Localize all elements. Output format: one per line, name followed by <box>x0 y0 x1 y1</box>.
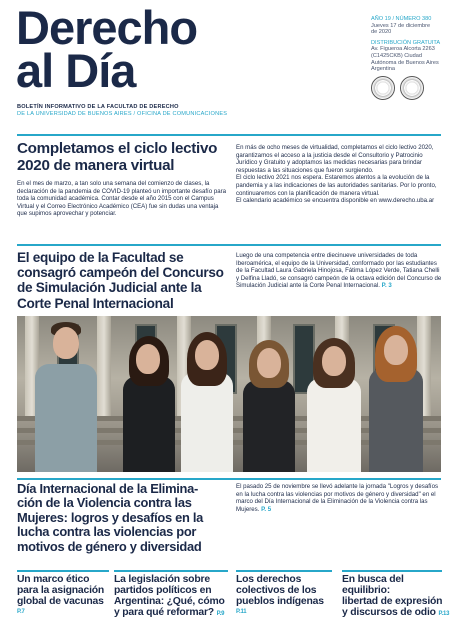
teaser-vaccines[interactable] <box>17 574 111 618</box>
article2-title-line: de Simulación Judicial ante la <box>17 280 202 296</box>
teaser-line-text: y para qué reformar? <box>114 607 214 618</box>
article1-paragraph: El calendario académico se encuentra disponible en www.derecho.uba.ar <box>236 197 435 205</box>
teaser-divider <box>114 570 228 572</box>
teaser-line: partidos políticos en <box>114 585 212 596</box>
teaser-divider <box>17 570 109 572</box>
article1-body <box>236 144 442 205</box>
teaser-political-parties[interactable] <box>114 574 232 620</box>
address-line: Av. Figueroa Alcorta 2263 <box>371 46 435 53</box>
article3-title-line: motivos de género y diversidad <box>17 538 202 554</box>
teaser-line: En busca del equilibrio: <box>342 574 404 596</box>
person-figure <box>239 340 299 472</box>
person-figure <box>363 326 429 472</box>
person-figure <box>119 336 179 472</box>
article2-title-line: Corte Penal Internacional <box>17 295 174 311</box>
person-figure <box>175 332 239 472</box>
section-divider <box>17 244 441 246</box>
teaser-page: P.9 <box>216 611 225 617</box>
masthead-title-line2: al Día <box>16 44 136 97</box>
article3-title[interactable] <box>17 482 232 554</box>
article1-paragraph: El ciclo lectivo 2021 nos espera. Estaremos atentos a la evolución de la pandemia y a las indicaciones de las autoridades sanitarias. Por lo pronto, continuaremos con la planificación de manera virtual. <box>236 174 437 197</box>
teaser-line-text: y discursos de odio <box>342 607 436 618</box>
teaser-line: colectivos de los <box>236 585 317 596</box>
teaser-line <box>114 607 232 620</box>
university-seal-icon <box>371 76 395 100</box>
article3-page-ref[interactable]: P. 5 <box>261 505 272 513</box>
article1-title-line2: 2020 de manera virtual <box>17 157 175 174</box>
issue-number: AÑO 19 / NÚMERO 380 <box>371 16 432 22</box>
article3-text: El pasado 25 de noviembre se llevó adelante la jornada "Logros y desafíos en la lucha contra las violencias por motivos de género y diversidad" en el marco del Día Internacional de la Eliminación de la Violencia contra las Mujeres. <box>236 483 439 513</box>
teaser-line: Los derechos <box>236 574 302 585</box>
teaser-line: Un marco ético <box>17 574 90 585</box>
masthead-title-line1: Derecho <box>16 1 198 54</box>
article2-title[interactable] <box>17 250 232 311</box>
masthead-title <box>16 1 198 97</box>
article3-title-line: Mujeres: logros y desafíos en la <box>17 509 203 525</box>
team-photo <box>17 316 441 472</box>
teaser-line: Argentina: ¿Qué, cómo <box>114 596 225 607</box>
article3-body <box>236 483 442 513</box>
masthead-subtitle-line1: BOLETÍN INFORMATIVO DE LA FACULTAD DE DERECHO <box>17 104 179 110</box>
section-divider <box>17 134 441 136</box>
masthead-subtitle <box>17 104 347 117</box>
teaser-page: P.13 <box>438 611 450 617</box>
person-figure <box>301 338 367 472</box>
teaser-page: P.11 <box>236 609 247 615</box>
article2-title-line: El equipo de la Facultad se <box>17 250 184 265</box>
teaser-line: para la asignación <box>17 585 105 596</box>
teaser-indigenous-rights[interactable] <box>236 574 336 618</box>
issue-info <box>371 16 451 73</box>
article3-title-line: ción de la Violencia contra las <box>17 495 192 511</box>
article3-title-line: lucha contra las violencias por <box>17 524 197 540</box>
person-figure <box>31 322 101 472</box>
issue-date-line1: Jueves 17 de diciembre <box>371 22 431 29</box>
article2-body <box>236 252 442 290</box>
article1-title[interactable] <box>17 140 229 174</box>
teaser-line: La legislación sobre <box>114 574 210 585</box>
faculty-seal-icon <box>400 76 424 100</box>
article1-paragraph: En más de ocho meses de virtualidad, completamos el ciclo lectivo 2020, garantizamos el acceso a la justicia desde el Consultorio y Patrocinio Jurídico y Gratuito y adoptamos las medidas necesarias para brindar respuestas a las situaciones que fueron surgiendo. <box>236 144 434 174</box>
issue-distribution: DISTRIBUCIÓN GRATUITA <box>371 39 441 46</box>
teaser-line: libertad de expresión <box>342 596 443 607</box>
article1-intro: En el mes de marzo, a tan solo una semana del comienzo de clases, la declaración de la pandemia de COVID-19 planteó un importante desafío para toda la comunidad académica. Contar desde el año 2015 con el Campus Virtual y el Correo Electrónico Académico (CEA) fue sin dudas una ventaja que supimos aprovechar y potenciar. <box>17 180 227 218</box>
article2-title-line: consagró campeón del Concurso <box>17 265 224 281</box>
teaser-line: pueblos indígenas <box>236 596 324 607</box>
masthead-subtitle-line2: DE LA UNIVERSIDAD DE BUENOS AIRES / OFICINA DE COMUNICACIONES <box>17 111 228 117</box>
article2-page-ref[interactable]: P. 3 <box>381 282 392 290</box>
address-line: Autónoma de Buenos Aires <box>371 59 439 66</box>
address-line: (C1425CKB) Ciudad <box>371 52 422 59</box>
issue-date-line2: de 2020 <box>371 29 392 36</box>
article1-title-line1: Completamos el ciclo lectivo <box>17 140 218 157</box>
teaser-page: P.7 <box>17 609 25 615</box>
teaser-free-speech[interactable] <box>342 574 450 620</box>
teaser-line <box>342 607 450 620</box>
article3-title-line: Día Internacional de la Elimina- <box>17 481 198 496</box>
address-line: Argentina <box>371 66 395 73</box>
article2-text: Luego de una competencia entre diecinueve universidades de toda Iberoamérica, el equipo de la Universidad, conformado por las estudiantes de la Facultad Laura Gabriela Hinojosa, Fátima López Verde, Tatiana Chelli y Delfina Lladó, se consagró campeón de la octava edición del Concurso de Simulación Judicial ante la Corte Penal Internacional. <box>236 252 442 290</box>
teaser-divider <box>236 570 332 572</box>
section-divider <box>17 478 441 480</box>
teaser-line: global de vacunas <box>17 596 104 607</box>
teaser-divider <box>342 570 442 572</box>
